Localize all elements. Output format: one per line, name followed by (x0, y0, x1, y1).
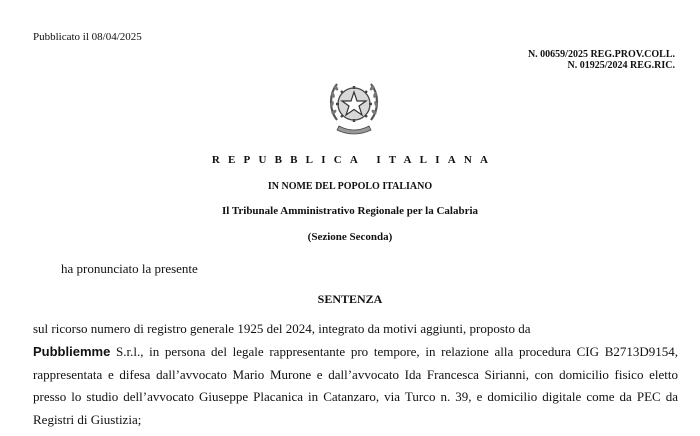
ref-ric: N. 01925/2024 REG.RIC. (567, 60, 675, 71)
intro-paragraph: sul ricorso numero di registro generale 1925 del 2024, integrato da motivi aggiunti, proposto da (33, 321, 531, 336)
republic-heading: REPUBBLICA ITALIANA (211, 154, 497, 166)
ref-prov-coll: N. 00659/2025 REG.PROV.COLL. (527, 49, 675, 60)
party-name: Pubbliemme (33, 344, 111, 359)
party-line: rappresentata e difesa dall’avvocato Mario Murone e dall’avvocato Ida Francesca Sirianni, con domicilio fisico eletto (33, 366, 678, 382)
party-line-text: S.r.l., in persona del legale rappresentante pro tempore, in relazione alla procedura CIG B2713D9154, (110, 344, 678, 359)
registry-references (528, 49, 675, 71)
court-section: (Sezione Seconda) (307, 231, 393, 243)
party-line (33, 341, 678, 364)
people-heading: IN NOME DEL POPOLO ITALIANO (267, 181, 433, 192)
italian-republic-emblem-icon (327, 72, 381, 138)
court-name: Il Tribunale Amministrativo Regionale per la Calabria (221, 205, 479, 217)
party-line: presso lo studio dell’avvocato Giuseppe Placanica in Catanzaro, via Turco n. 39, e domicilio digitale come da PEC da (33, 389, 678, 404)
party-paragraph (33, 341, 678, 431)
pronounced-text: ha pronunciato la presente (61, 261, 198, 276)
publication-date: Pubblicato il 08/04/2025 (33, 31, 142, 43)
party-line: Registri di Giustizia; (33, 411, 142, 427)
document-title: SENTENZA (317, 292, 383, 306)
